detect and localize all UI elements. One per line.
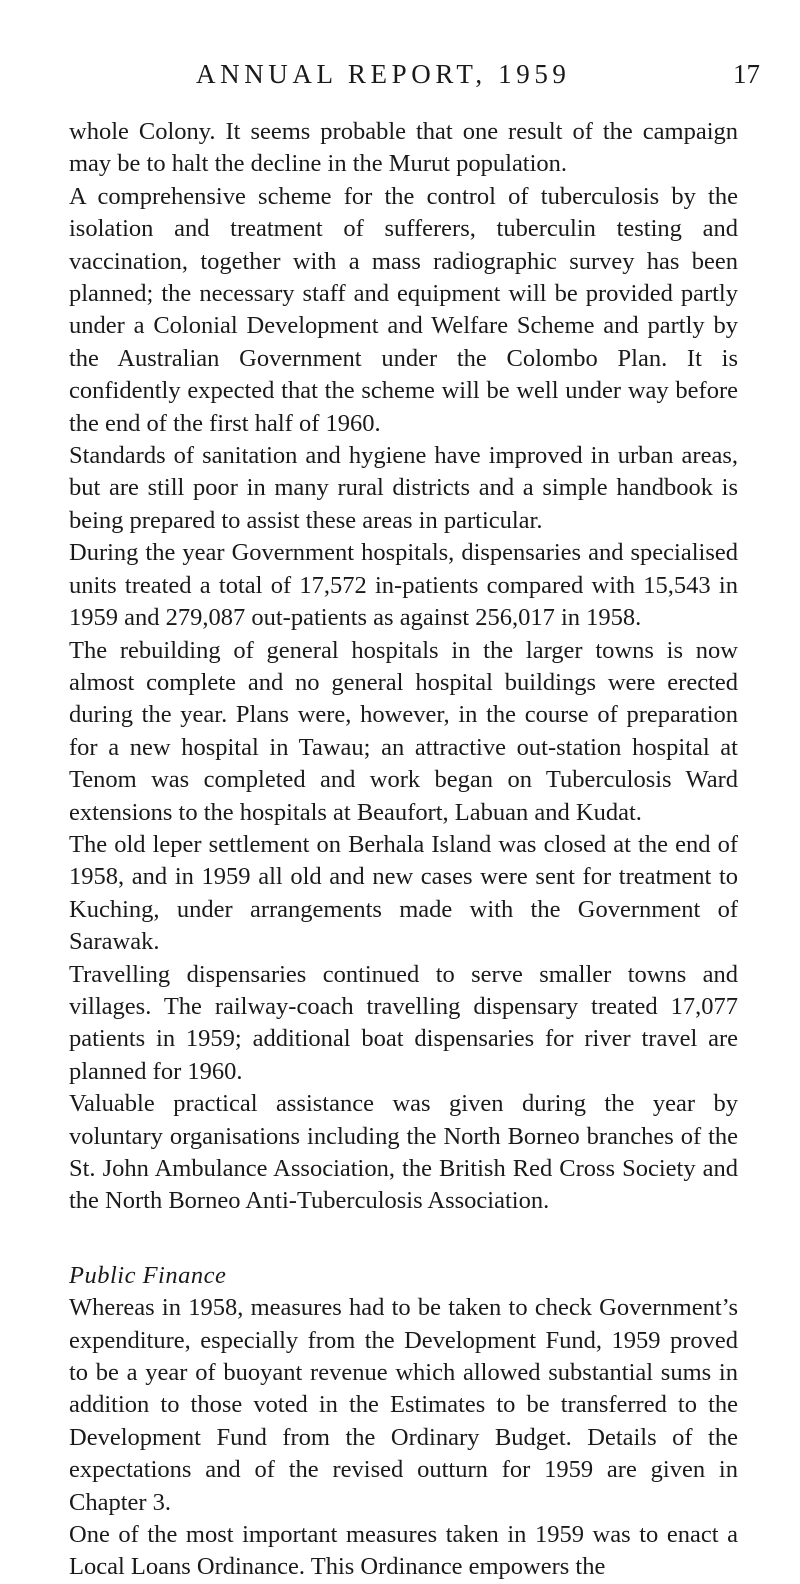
section-paragraph-2: One of the most important measures taken in 1959 was to enact a Local Loans Ordinance. This Ordinance empowers the [69,1521,738,1581]
section-heading: Public Finance [69,1261,227,1289]
page-number: 17 [733,59,760,89]
paragraph-5: The rebuilding of general hospitals in the larger towns is now almost complete and no general hospital buildings were erected during the year. Plans were, however, in the course of preparation for a new hospital in Tawau; an attractive out-station hospital at Tenom was completed and work began on Tuberculosis Ward extensions to the hospitals at Beaufort, Labuan and Kudat. [69,636,738,826]
page-body [69,116,738,1584]
paragraph-6: The old leper settlement on Berhala Island was closed at the end of 1958, and in 1959 all old and new cases were sent for treatment to Kuching, under arrangements made with the Government of Sarawak. [69,830,738,956]
running-title: ANNUAL REPORT, 1959 [196,59,571,89]
paragraph-4: During the year Government hospitals, dispensaries and specialised units treated a total of 17,572 in-patients compared with 15,543 in 1959 and 279,087 out-patients as against 256,017 in 1958. [69,539,738,632]
paragraph-2: A comprehensive scheme for the control of tuberculosis by the isolation and treatment of sufferers, tuberculin testing and vaccination, together with a mass radiographic survey has been planned; the necessary staff and equipment will be provided partly under a Colonial Development and Welfare Scheme and partly by the Australian Government under the Colombo Plan. It is confidently expected that the scheme will be well under way before the end of the first half of 1960. [69,182,738,437]
page-header [0,58,800,98]
paragraph-8: Valuable practical assistance was given during the year by voluntary organisations including the North Borneo branches of the St. John Ambulance Association, the British Red Cross Society and the North Borneo Anti-Tuberculosis Association. [69,1090,738,1215]
paragraph-1: whole Colony. It seems probable that one result of the campaign may be to halt the decline in the Murut population. [69,118,738,178]
paragraph-7: Travelling dispensaries continued to serve smaller towns and villages. The railway-coach travelling dispensary treated 17,077 patients in 1959; additional boat dispensaries for river travel are planned for 1960. [69,960,738,1085]
section-paragraph-1: Whereas in 1958, measures had to be taken to check Government’s expenditure, especially from the Development Fund, 1959 proved to be a year of buoyant revenue which allowed substantial sums in addition to those voted in the Estimates to be transferred to the Development Fund from the Ordinary Budget. Details of the expectations and of the revised outturn for 1959 are given in Chapter 3. [69,1294,738,1516]
paragraph-3: Standards of sanitation and hygiene have improved in urban areas, but are still poor in many rural districts and a simple handbook is being prepared to assist these areas in particular. [69,442,738,534]
